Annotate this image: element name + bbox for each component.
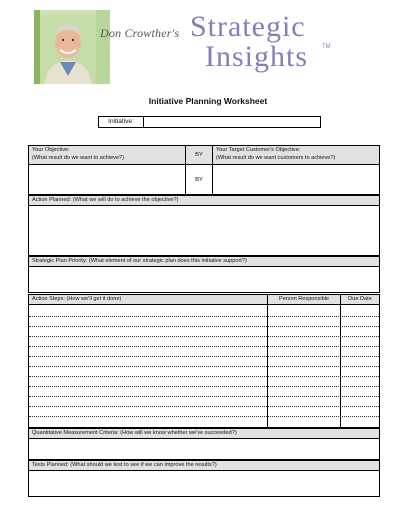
step-line xyxy=(29,316,379,317)
by-label-top xyxy=(185,145,213,165)
action-steps-label: Action Steps: (How we'll get it done) xyxy=(32,296,122,302)
quantitative-label: Quantitative Measurement Criteria: (How will we know whether we've succeeded?) xyxy=(32,430,237,436)
worksheet-title: Initiative Planning Worksheet xyxy=(148,96,268,106)
target-objective-label: Your Target Customer's Objective: xyxy=(216,147,301,153)
step-line xyxy=(29,346,379,347)
step-line xyxy=(29,326,379,327)
author-photo xyxy=(34,10,97,84)
your-objective-header xyxy=(28,145,186,165)
step-line xyxy=(29,416,379,417)
by-label-bottom xyxy=(185,164,213,195)
quantitative-field[interactable] xyxy=(28,438,380,460)
strategic-priority-label: Strategic Plan Priority: (What element of our strategic plan does this initiative support?) xyxy=(32,258,247,264)
step-line xyxy=(29,366,379,367)
by-text: BY xyxy=(195,152,203,158)
step-line xyxy=(29,406,379,407)
tests-planned-field[interactable] xyxy=(28,470,380,497)
step-line xyxy=(29,356,379,357)
header-accent-band xyxy=(96,10,110,84)
initiative-input[interactable] xyxy=(144,116,321,128)
target-objective-header xyxy=(212,145,380,165)
step-line xyxy=(29,376,379,377)
due-date-label: Due Date xyxy=(348,296,372,302)
person-responsible-label: Person Responsible xyxy=(278,296,330,302)
initiative-label: Initiative: xyxy=(98,116,144,128)
target-objective-field[interactable] xyxy=(212,164,380,195)
action-planned-label: Action Planned: (What we will do to achieve the objective?) xyxy=(32,197,179,203)
brand-name-line2: Insights xyxy=(205,40,309,73)
target-objective-question: (What result do we want customers to achieve?) xyxy=(216,155,336,161)
trademark-mark: TM xyxy=(322,44,331,50)
page-header xyxy=(0,0,416,90)
brand-name-line1: Strategic xyxy=(190,10,306,43)
action-planned-field[interactable] xyxy=(28,205,380,256)
strategic-priority-field[interactable] xyxy=(28,266,380,293)
brand-tagline: Don Crowther's xyxy=(100,26,180,40)
portrait-image xyxy=(40,16,96,84)
your-objective-field[interactable] xyxy=(28,164,186,195)
step-line xyxy=(29,396,379,397)
tests-planned-label: Tests Planned: (What should we test to see if we can improve the results?) xyxy=(32,462,217,468)
action-steps-grid[interactable] xyxy=(28,304,380,428)
by-text: BY xyxy=(195,176,203,183)
step-line xyxy=(29,336,379,337)
step-line xyxy=(29,386,379,387)
initiative-row xyxy=(98,116,321,126)
your-objective-label: Your Objective: xyxy=(32,147,70,153)
your-objective-question: (What result do we want to achieve?) xyxy=(32,155,125,161)
